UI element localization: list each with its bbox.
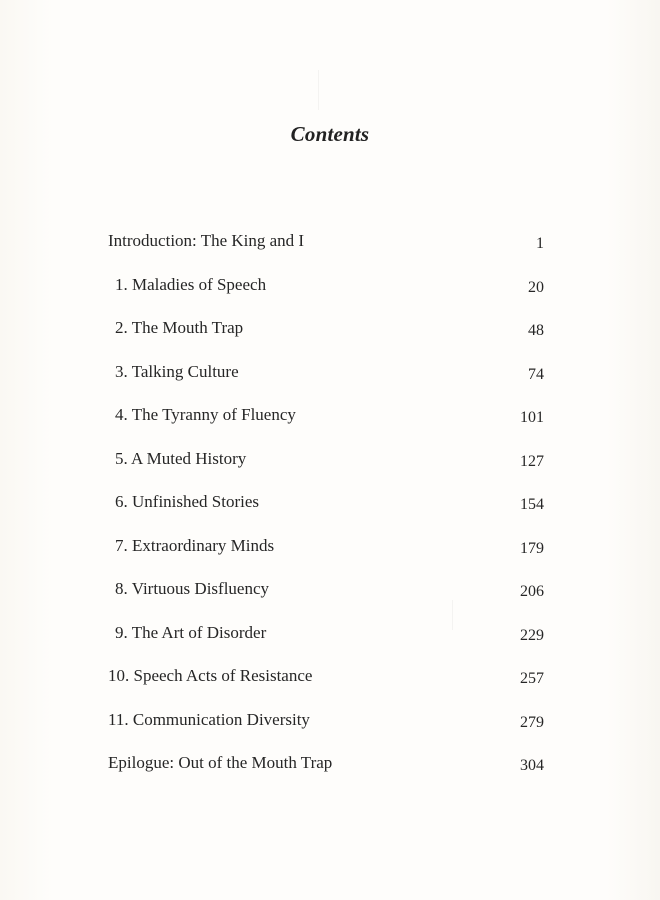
toc-entry-page: 257 [520,670,544,687]
toc-entry-page: 20 [528,278,544,296]
toc-entry-page: 304 [520,757,544,774]
toc-entry-chapter-7[interactable] [108,533,544,577]
toc-entry-chapter-4[interactable] [108,402,544,446]
toc-entry-label: 10. Speech Acts of Resistance [108,666,313,685]
toc-entry-introduction[interactable] [108,228,544,272]
toc-entry-chapter-6[interactable] [108,489,544,533]
toc-entry-chapter-8[interactable] [108,576,544,620]
table-of-contents [108,228,544,794]
toc-entry-chapter-1[interactable] [108,272,544,316]
toc-entry-label: Introduction: The King and I [108,231,305,250]
page-title: Contents [290,122,370,146]
toc-entry-label: 7. Extraordinary Minds [115,535,275,555]
toc-entry-chapter-5[interactable] [108,446,544,490]
toc-entry-page: 101 [520,409,544,426]
toc-entry-page: 127 [520,452,544,470]
scan-mark [318,70,319,110]
toc-entry-page: 229 [520,626,544,644]
toc-entry-page: 48 [528,322,544,339]
toc-entry-page: 206 [520,583,544,600]
toc-entry-label: 6. Unfinished Stories [115,492,260,511]
toc-entry-page: 279 [520,713,544,731]
toc-entry-label: 5. A Muted History [115,448,247,468]
toc-entry-label: Epilogue: Out of the Mouth Trap [108,753,333,772]
toc-entry-label: 3. Talking Culture [115,361,239,381]
toc-entry-chapter-10[interactable] [108,663,544,707]
toc-entry-label: 1. Maladies of Speech [115,274,267,294]
toc-entry-chapter-9[interactable] [108,620,544,664]
toc-entry-label: 8. Virtuous Disfluency [115,579,270,598]
toc-entry-epilogue[interactable] [108,750,544,794]
toc-entry-page: 179 [520,539,544,557]
toc-entry-label: 4. The Tyranny of Fluency [115,405,296,424]
toc-entry-page: 74 [528,365,544,383]
toc-entry-chapter-11[interactable] [108,707,544,751]
toc-entry-page: 154 [520,496,544,513]
toc-entry-page: 1 [536,235,544,252]
toc-entry-label: 9. The Art of Disorder [115,622,267,642]
toc-entry-label: 11. Communication Diversity [108,709,310,729]
toc-entry-chapter-3[interactable] [108,359,544,403]
toc-entry-label: 2. The Mouth Trap [115,318,244,337]
toc-entry-chapter-2[interactable] [108,315,544,359]
